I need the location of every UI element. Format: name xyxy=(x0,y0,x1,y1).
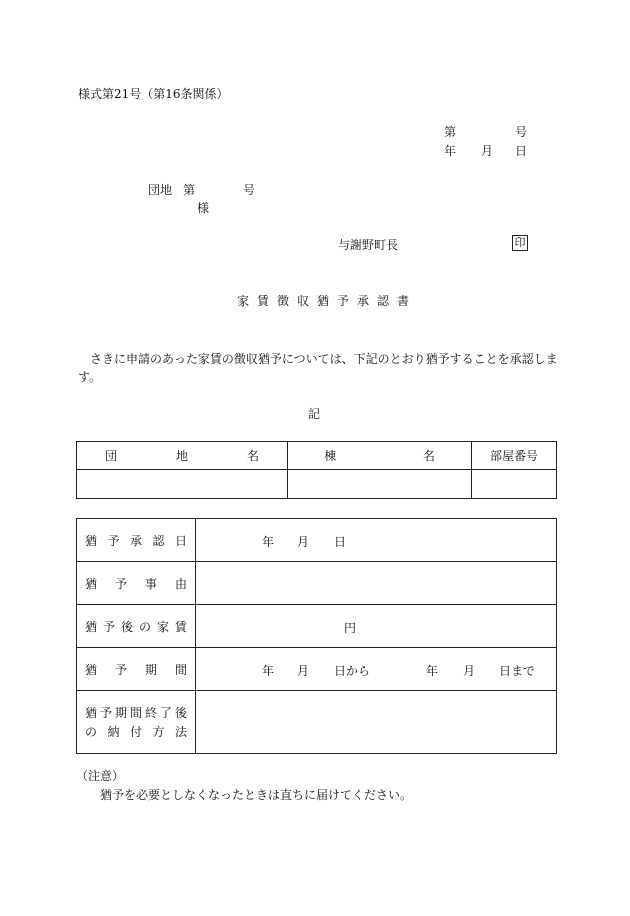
period-month-from: 月 xyxy=(297,664,310,678)
date-day: 日 xyxy=(515,144,528,158)
date-year: 年 xyxy=(444,144,457,158)
doc-number-dai: 第 xyxy=(444,125,457,139)
approval-year: 年 xyxy=(262,535,275,549)
payment-method-label-line2: の 納 付 方 法 xyxy=(85,725,187,739)
period-year-from: 年 xyxy=(262,664,275,678)
note-title: （注意） xyxy=(76,769,125,783)
note-text: 猶予を必要としなくなったときは直ちに届けてください。 xyxy=(100,788,413,802)
details-table xyxy=(76,518,557,754)
form-number: 様式第21号（第16条関係） xyxy=(78,87,229,101)
mune-value-cell[interactable] xyxy=(288,470,472,499)
property-table xyxy=(76,441,557,499)
col-mune-header xyxy=(288,442,472,470)
rent-label-cell xyxy=(77,605,196,648)
addressee-danchi: 団地 xyxy=(148,183,173,197)
col-heya-header xyxy=(471,442,556,470)
approval-date-cell[interactable] xyxy=(196,519,557,562)
payment-method-label-line1: 猶 予 期 間 終 了 後 xyxy=(85,706,187,720)
addressee-go: 号 xyxy=(243,183,256,197)
approval-day: 日 xyxy=(334,535,347,549)
issuer-name: 与謝野町長 xyxy=(338,238,399,252)
rent-label: 猶 予 後 の 家 賃 xyxy=(85,619,187,634)
document-title: 家賃徴収猶予承認書 xyxy=(237,294,418,308)
period-label-cell xyxy=(77,648,196,691)
payment-method-label-cell xyxy=(77,691,196,754)
body-text-line2: す。 xyxy=(78,370,102,384)
seal-icon: 印 xyxy=(512,235,528,251)
heya-value-cell[interactable] xyxy=(471,470,556,499)
addressee-dai: 第 xyxy=(183,183,196,197)
seal-mark xyxy=(512,235,528,251)
body-text-line1: さきに申請のあった家賃の徴収猶予については、下記のとおり猶予することを承認しま xyxy=(90,352,558,366)
period-year-until: 年 xyxy=(426,664,439,678)
period-cell[interactable] xyxy=(196,648,557,691)
col-heya-label: 部 屋 番 号 xyxy=(489,449,538,463)
payment-method-cell[interactable] xyxy=(196,691,557,754)
rent-yen: 円 xyxy=(344,621,357,635)
approval-month: 月 xyxy=(297,535,310,549)
period-label: 猶 予 期 間 xyxy=(85,662,187,677)
ki-heading: 記 xyxy=(308,407,321,421)
period-until: 日まで xyxy=(499,664,536,678)
danchi-value-cell[interactable] xyxy=(77,470,288,499)
col-mune-label: 棟 名 xyxy=(324,449,435,463)
reason-cell[interactable] xyxy=(196,562,557,605)
col-danchi-label: 団 地 名 xyxy=(105,449,260,463)
reason-label-cell xyxy=(77,562,196,605)
doc-number-go: 号 xyxy=(515,125,528,139)
col-danchi-header xyxy=(77,442,288,470)
rent-cell[interactable] xyxy=(196,605,557,648)
period-from: 日から xyxy=(334,664,371,678)
addressee-sama: 様 xyxy=(197,201,210,215)
approval-date-label-cell xyxy=(77,519,196,562)
date-month: 月 xyxy=(481,144,494,158)
period-month-until: 月 xyxy=(463,664,476,678)
reason-label: 猶 予 事 由 xyxy=(85,576,187,591)
approval-date-label: 猶 予 承 認 日 xyxy=(85,533,187,548)
